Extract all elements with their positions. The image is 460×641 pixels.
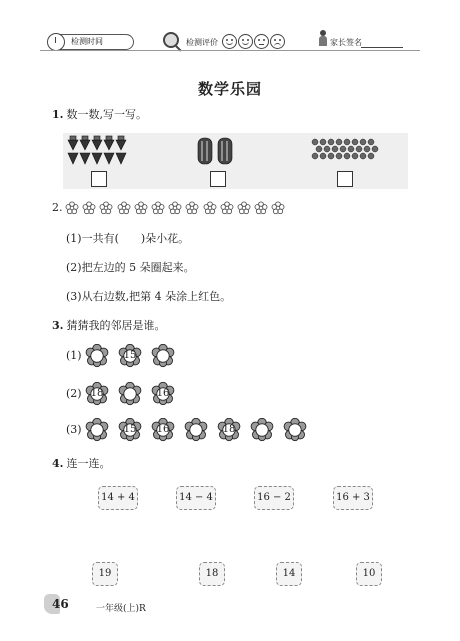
answer-card[interactable]: 10 — [356, 562, 382, 586]
magnifier-icon — [163, 32, 179, 48]
flower-number: 16 — [156, 424, 170, 435]
blank-flower[interactable] — [283, 418, 307, 442]
flower-number — [250, 418, 274, 442]
clock-icon — [47, 33, 65, 51]
numbered-flower[interactable] — [217, 418, 241, 442]
neutral-face-icon[interactable] — [254, 34, 269, 49]
flower-number — [283, 418, 307, 442]
small-flower-icon[interactable] — [168, 200, 182, 214]
flower-number: 15 — [123, 350, 137, 361]
flower-number — [184, 418, 208, 442]
eval-label: 检测评价 — [186, 38, 218, 47]
q3-row-label: (2) — [66, 387, 82, 400]
flower-number — [118, 382, 142, 406]
q2-sub1: (1)一共有( )朵小花。 — [66, 232, 190, 245]
q3-row-label: (3) — [66, 423, 82, 436]
time-label: 检测时间 — [71, 37, 103, 46]
blank-flower[interactable] — [184, 418, 208, 442]
flower-number: 16 — [156, 388, 170, 399]
peapod-answer-box[interactable] — [210, 171, 226, 187]
q1-heading: 1. 数一数,写一写。 — [52, 108, 147, 121]
small-flower-icon[interactable] — [65, 200, 79, 214]
header-divider — [40, 50, 420, 51]
numbered-flower[interactable] — [118, 418, 142, 442]
q3-row-label: (1) — [66, 349, 82, 362]
peapod-group-icon — [196, 136, 238, 166]
page-title: 数学乐园 — [197, 80, 262, 98]
q4-heading: 4. 连一连。 — [52, 457, 111, 470]
blank-flower[interactable] — [250, 418, 274, 442]
flower-number — [85, 344, 109, 368]
grape-answer-box[interactable] — [337, 171, 353, 187]
small-flower-icon[interactable] — [82, 200, 96, 214]
numbered-flower[interactable] — [151, 382, 175, 406]
flower-number — [151, 344, 175, 368]
flower-number: 15 — [123, 424, 137, 435]
time-field — [48, 34, 134, 50]
parent-sign-label: 家长签名 — [330, 38, 362, 47]
sad-face-icon[interactable] — [270, 34, 285, 49]
answer-card[interactable]: 14 — [276, 562, 302, 586]
small-flower-icon[interactable] — [254, 200, 268, 214]
page-number: 46 — [52, 597, 69, 611]
numbered-flower[interactable] — [85, 382, 109, 406]
small-flower-icon[interactable] — [220, 200, 234, 214]
answer-card[interactable]: 19 — [92, 562, 118, 586]
numbered-flower[interactable] — [151, 418, 175, 442]
smile-face-icon[interactable] — [238, 34, 253, 49]
small-flower-icon[interactable] — [237, 200, 251, 214]
q2-sub2: (2)把左边的 5 朵圈起来。 — [66, 261, 195, 274]
numbered-flower[interactable] — [118, 344, 142, 368]
flower-number: 18 — [90, 388, 104, 399]
grade-label: 一年级(上)R — [96, 604, 146, 614]
small-flower-icon[interactable] — [185, 200, 199, 214]
blank-flower[interactable] — [118, 382, 142, 406]
small-flower-icon[interactable] — [99, 200, 113, 214]
small-flower-icon[interactable] — [151, 200, 165, 214]
answer-card[interactable]: 18 — [199, 562, 225, 586]
blank-flower[interactable] — [85, 418, 109, 442]
strawberry-answer-box[interactable] — [91, 171, 107, 187]
parent-icon — [318, 30, 328, 48]
happy-face-icon[interactable] — [222, 34, 237, 49]
small-flower-icon[interactable] — [134, 200, 148, 214]
small-flower-icon[interactable] — [117, 200, 131, 214]
flower-number — [85, 418, 109, 442]
signature-line[interactable] — [361, 47, 403, 48]
strawberry-group-icon — [66, 134, 134, 168]
grape-group-icon — [310, 136, 382, 166]
q2-sub3: (3)从右边数,把第 4 朵涂上红色。 — [66, 290, 232, 303]
small-flower-icon[interactable] — [271, 200, 285, 214]
q3-heading: 3. 猜猜我的邻居是谁。 — [52, 319, 166, 332]
blank-flower[interactable] — [85, 344, 109, 368]
expression-card[interactable]: 14 + 4 — [98, 486, 138, 510]
blank-flower[interactable] — [151, 344, 175, 368]
flower-number: 18 — [222, 424, 236, 435]
expression-card[interactable]: 14 − 4 — [176, 486, 216, 510]
expression-card[interactable]: 16 − 2 — [254, 486, 294, 510]
small-flower-icon[interactable] — [203, 200, 217, 214]
q2-number: 2. — [52, 201, 63, 214]
expression-card[interactable]: 16 + 3 — [333, 486, 373, 510]
